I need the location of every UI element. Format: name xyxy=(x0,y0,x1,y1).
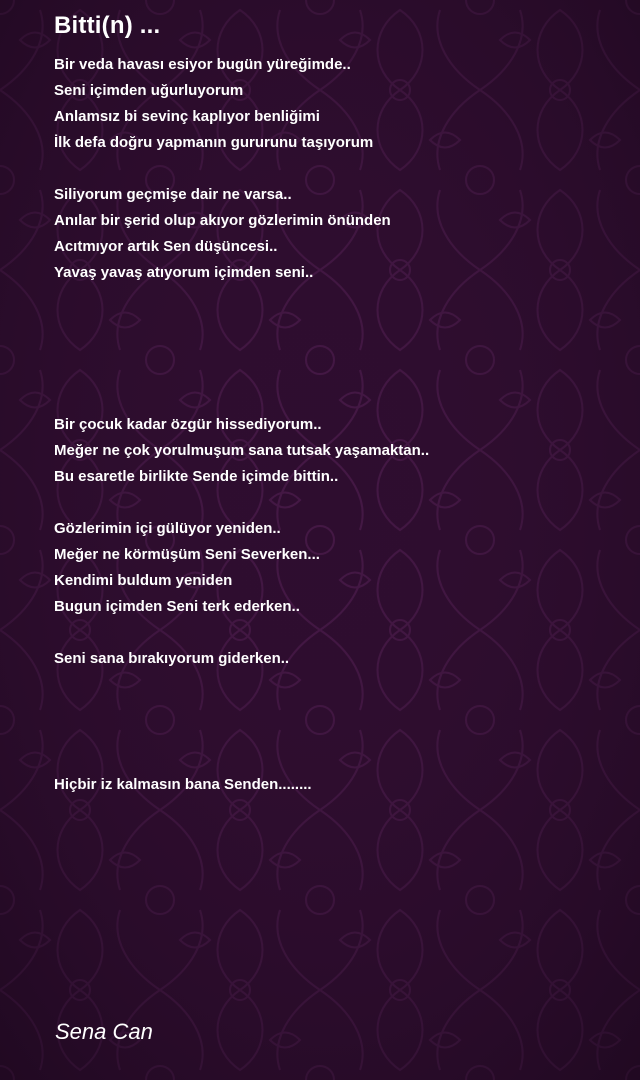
poem-line: Bir çocuk kadar özgür hissediyorum.. xyxy=(54,416,322,433)
poem-title: Bitti(n) ... xyxy=(54,12,161,39)
poem-line: Bu esaretle birlikte Sende içimde bittin.. xyxy=(54,468,339,485)
poem-line: Seni sana bırakıyorum giderken.. xyxy=(54,650,290,667)
poem-line: Seni içimden uğurluyorum xyxy=(54,82,244,99)
poem-line: Bir veda havası esiyor bugün yüreğimde.. xyxy=(54,56,351,73)
poem-line: İlk defa doğru yapmanın gururunu taşıyorum xyxy=(54,134,374,151)
poem-line: Meğer ne körmüşüm Seni Severken... xyxy=(54,546,320,563)
poem-line: Hiçbir iz kalmasın bana Senden........ xyxy=(54,776,312,793)
poem-line: Acıtmıyor artık Sen düşüncesi.. xyxy=(54,238,278,255)
poem-line: Bugun içimden Seni terk ederken.. xyxy=(54,598,300,615)
poem-line: Kendimi buldum yeniden xyxy=(54,572,233,589)
poem-author: Sena Can xyxy=(55,1019,153,1044)
poem-line: Gözlerimin içi gülüyor yeniden.. xyxy=(54,520,281,537)
poem-line: Yavaş yavaş atıyorum içimden seni.. xyxy=(54,264,314,281)
poem-line: Anılar bir şerid olup akıyor gözlerimin önünden xyxy=(54,212,391,229)
poem-line: Anlamsız bi sevinç kaplıyor benliğimi xyxy=(54,108,320,125)
poem-line: Meğer ne çok yorulmuşum sana tutsak yaşamaktan.. xyxy=(54,442,430,459)
poem-line: Siliyorum geçmişe dair ne varsa.. xyxy=(54,186,292,203)
